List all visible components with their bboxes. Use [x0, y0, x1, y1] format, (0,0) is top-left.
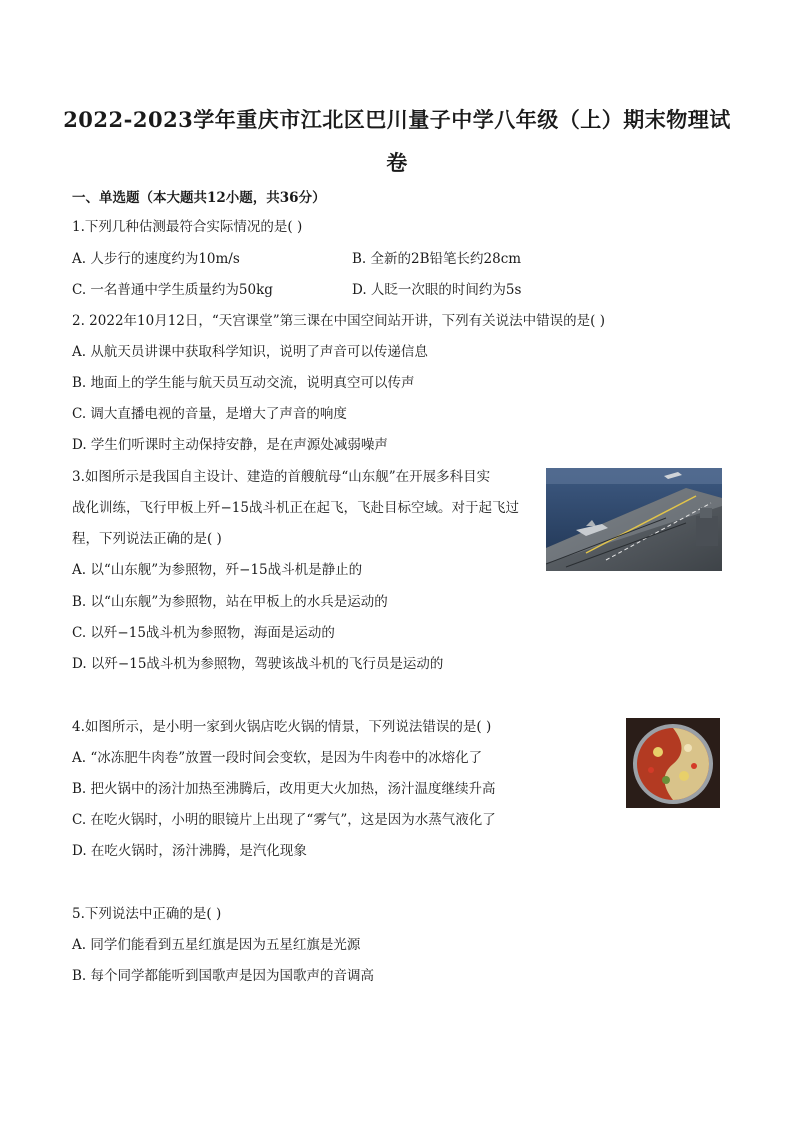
question-4-option-b: B. 把火锅中的汤汁加热至沸腾后，改用更大火加热，汤汁温度继续升高 — [72, 781, 496, 797]
section-heading: 一、单选题（本大题共12小题，共36分） — [72, 190, 326, 206]
aircraft-carrier-photo — [546, 468, 722, 571]
question-2-option-c: C. 调大直播电视的音量，是增大了声音的响度 — [72, 406, 347, 422]
exam-title-line-1: 2022-2023学年重庆市江北区巴川量子中学八年级（上）期末物理试 — [63, 107, 731, 132]
question-3-stem-line-3: 程，下列说法正确的是( ) — [72, 531, 222, 547]
hotpot-illustration — [626, 718, 720, 808]
question-4-option-c: C. 在吃火锅时，小明的眼镜片上出现了“雾气”，这是因为水蒸气液化了 — [72, 812, 496, 828]
question-2-option-a: A. 从航天员讲课中获取科学知识，说明了声音可以传递信息 — [72, 344, 428, 360]
question-4-option-d: D. 在吃火锅时，汤汁沸腾，是汽化现象 — [72, 843, 307, 859]
question-3-stem-line-2: 战化训练，飞行甲板上歼−15战斗机正在起飞，飞赴目标空域。对于起飞过 — [72, 500, 519, 516]
question-3-option-a: A. 以“山东舰”为参照物，歼−15战斗机是静止的 — [72, 562, 363, 578]
question-2-stem: 2. 2022年10月12日，“天宫课堂”第三课在中国空间站开讲，下列有关说法中错误的是( ) — [72, 313, 606, 329]
question-5-option-a: A. 同学们能看到五星红旗是因为五星红旗是光源 — [72, 937, 361, 953]
question-3-option-d: D. 以歼−15战斗机为参照物，驾驶该战斗机的飞行员是运动的 — [72, 656, 444, 672]
question-5-stem: 5.下列说法中正确的是( ) — [72, 906, 222, 922]
question-3-stem-line-1: 3.如图所示是我国自主设计、建造的首艘航母“山东舰”在开展多科目实 — [72, 469, 491, 485]
question-3-option-c: C. 以歼−15战斗机为参照物，海面是运动的 — [72, 625, 335, 641]
question-4-option-a: A. “冰冻肥牛肉卷”放置一段时间会变软，是因为牛肉卷中的冰熔化了 — [72, 750, 483, 766]
question-1-stem: 1.下列几种估测最符合实际情况的是( ) — [72, 219, 303, 235]
question-1-option-d: D. 人眨一次眼的时间约为5s — [352, 282, 522, 298]
question-3-option-b: B. 以“山东舰”为参照物，站在甲板上的水兵是运动的 — [72, 594, 388, 610]
question-5-option-b: B. 每个同学都能听到国歌声是因为国歌声的音调高 — [72, 968, 375, 984]
question-1-option-a: A. 人步行的速度约为10m/s — [72, 251, 240, 267]
exam-title-line-2: 卷 — [386, 150, 408, 175]
question-4-stem: 4.如图所示，是小明一家到火锅店吃火锅的情景，下列说法错误的是( ) — [72, 719, 492, 735]
question-1-option-c: C. 一名普通中学生质量约为50kg — [72, 282, 273, 298]
question-1-option-b: B. 全新的2B铅笔长约28cm — [352, 251, 522, 267]
aircraft-carrier-illustration — [546, 468, 722, 571]
hotpot-photo — [626, 718, 720, 808]
question-2-option-d: D. 学生们听课时主动保持安静，是在声源处减弱噪声 — [72, 437, 388, 453]
question-2-option-b: B. 地面上的学生能与航天员互动交流，说明真空可以传声 — [72, 375, 415, 391]
